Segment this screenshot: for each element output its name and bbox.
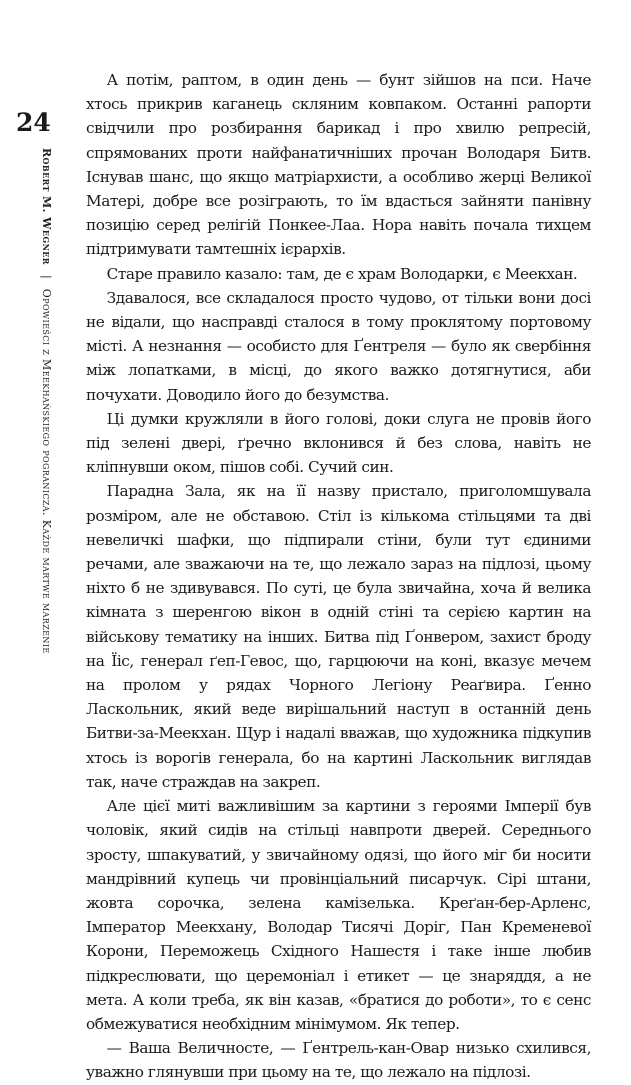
paragraph: — Ваша Величносте, — Ґентрель-кан-Овар низько схилився, уважно глянувши при цьому на те, що лежало на підлозі. [86,1039,591,1082]
running-head [39,148,53,654]
paragraph: Здавалося, все складалося просто чудово, от тільки вони досі не відали, що насправді сталося в тому проклятому портовому місті. А незнання — особисто для Ґентреля — було як свербіння між лопатками, в місці, до якого важко дотягнутися, аби почухати. Доводило його до безумства. [86,288,591,404]
paragraph: Але цієї миті важливішим за картини з героями Імперії був чоловік, який сидів на стільці навпроти дверей. Середнього зросту, шпакуватий, у звичайному одязі, що його міг би носити мандрівний купець чи провінціальний писарчук. Сірі штани, жовта сорочка, зелена камізелька. Креґан-бер-Арленс, Імператор Меекхану, Володар Тисячі Доріг, Пан Кременевої Корони, Переможець Східного Нашестя і таке інше любив підкреслювати, що церемоніал і етикет — це знаряддя, а не мета. А коли треба, як він казав, «братися до роботи», то є сенс обмежуватися необхідним мінімумом. Як тепер. [86,797,591,1033]
paragraph: Старе правило казало: там, де є храм Володарки, є Меекхан. [106,264,578,283]
running-head-separator: | [40,274,53,279]
running-head-title: Opowieści z Meekhańskiego pogranicza. Każde martwe marzenie [40,288,53,654]
paragraph: А потім, раптом, в один день — бунт зійшов на пси. Наче хтось прикрив каганець скляним ковпаком. Останні рапорти свідчили про розбирання барикад і про хвилю репресій, спрямованих проти найфанатичніших прочан Володаря Битв. Існував шанс, що якщо матріархисти, а особливо жерці Великої Матері, добре все розіграють, то їм вдасться зайняти панівну позицію серед релігій Понкее-Лаа. Нора навіть почала тихцем підтримувати тамтешніх ієрархів. [86,71,591,259]
paragraph: Парадна Зала, як на її назву пристало, приголомшувала розміром, але не обставою. Стіл із кількома стільцями та дві невеличкі шафки, що підпирали стіни, були тут єдиними речами, але зважаючи на те, що лежало зараз на підлозі, цьому ніхто б не здивувався. По суті, це була звичайна, хоча й велика кімната з шеренгою вікон в одній стіні та серією картин на військову тематику на інших. Битва під Ґонвером, захист броду на Їіс, генерал ґеп-Гевос, що, гарцюючи на коні, вказує мечем на пролом у рядах Чорного Легіону Реаґвира. Ґенно Ласкольник, який веде вирішальний наступ в останній день Битви-за-Меекхан. Щур і надалі вважав, що художника підкупив хтось із ворогів генерала, бо на картині Ласкольник виглядав так, наче страждав на закреп. [86,482,591,791]
running-head-author: Robert M. Wegner [40,148,53,265]
page-number: 24 [16,108,51,137]
paragraph: Ці думки кружляли в його голові, доки слуга не провів його під зелені двері, ґречно вклонився й без слова, навіть не кліпнувши оком, пішов собі. Сучий син. [86,409,591,477]
body-text [86,68,591,1085]
